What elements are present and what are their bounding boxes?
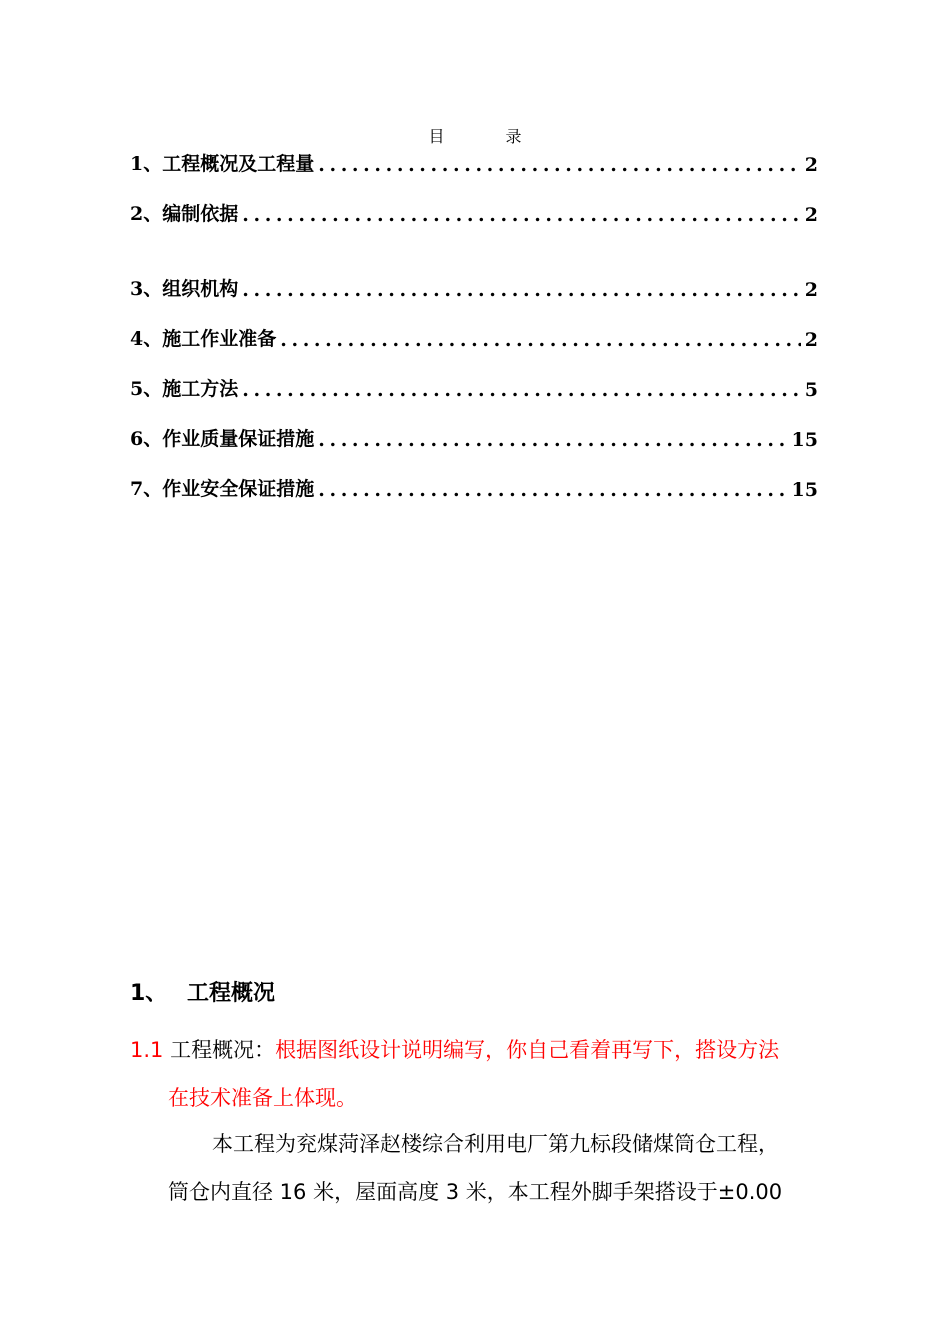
section-title: 工程概况 bbox=[187, 981, 276, 1006]
section-heading bbox=[130, 976, 275, 1007]
toc-item-page: 2 bbox=[804, 154, 818, 176]
toc-dot-leader bbox=[242, 204, 801, 226]
toc-item-label: 2、编制依据 bbox=[130, 203, 239, 225]
toc-item-label: 5、施工方法 bbox=[130, 378, 239, 400]
toc-dot-leader bbox=[242, 379, 801, 401]
toc-item[interactable] bbox=[130, 321, 818, 351]
toc-item-label: 1、工程概况及工程量 bbox=[130, 153, 315, 175]
toc-dot-leader bbox=[318, 479, 787, 501]
toc-title: 目 录 bbox=[428, 127, 550, 146]
toc-item-page: 2 bbox=[804, 204, 818, 226]
toc-dot-leader bbox=[318, 429, 787, 451]
toc-item[interactable] bbox=[130, 146, 818, 176]
subsection-title: 工程概况： bbox=[170, 1038, 276, 1062]
toc-item-label: 7、作业安全保证措施 bbox=[130, 478, 315, 500]
annotation-note: 根据图纸设计说明编写，你自己看着再写下，搭设方法 bbox=[275, 1038, 780, 1062]
toc-item-page: 2 bbox=[804, 329, 818, 351]
annotation-note-continued: 在技术准备上体现。 bbox=[168, 1086, 357, 1110]
toc-item[interactable] bbox=[130, 271, 818, 301]
toc-dot-leader bbox=[242, 279, 801, 301]
toc-item-label: 3、组织机构 bbox=[130, 278, 239, 300]
subsection-line bbox=[130, 1026, 820, 1074]
body-paragraph bbox=[168, 1120, 820, 1216]
toc-item-label: 6、作业质量保证措施 bbox=[130, 428, 315, 450]
toc-item[interactable] bbox=[130, 421, 818, 451]
toc-item[interactable] bbox=[130, 196, 818, 226]
toc-item-page: 15 bbox=[791, 429, 818, 451]
toc-item-page: 5 bbox=[804, 379, 818, 401]
section-number: 1、 bbox=[130, 981, 168, 1006]
toc-item-page: 15 bbox=[791, 479, 818, 501]
body-line: 本工程为兖煤菏泽赵楼综合利用电厂第九标段储煤筒仓工程， bbox=[212, 1132, 779, 1156]
toc-item-label: 4、施工作业准备 bbox=[130, 328, 277, 350]
toc-item-page: 2 bbox=[804, 279, 818, 301]
toc-dot-leader bbox=[280, 329, 801, 351]
toc-item[interactable] bbox=[130, 471, 818, 501]
subsection-heading bbox=[130, 1026, 820, 1122]
subsection-number: 1.1 bbox=[130, 1038, 164, 1062]
toc-item[interactable] bbox=[130, 371, 818, 401]
toc-dot-leader bbox=[318, 154, 801, 176]
body-line: 筒仓内直径 16 米，屋面高度 3 米，本工程外脚手架搭设于±0.00 bbox=[168, 1180, 783, 1204]
